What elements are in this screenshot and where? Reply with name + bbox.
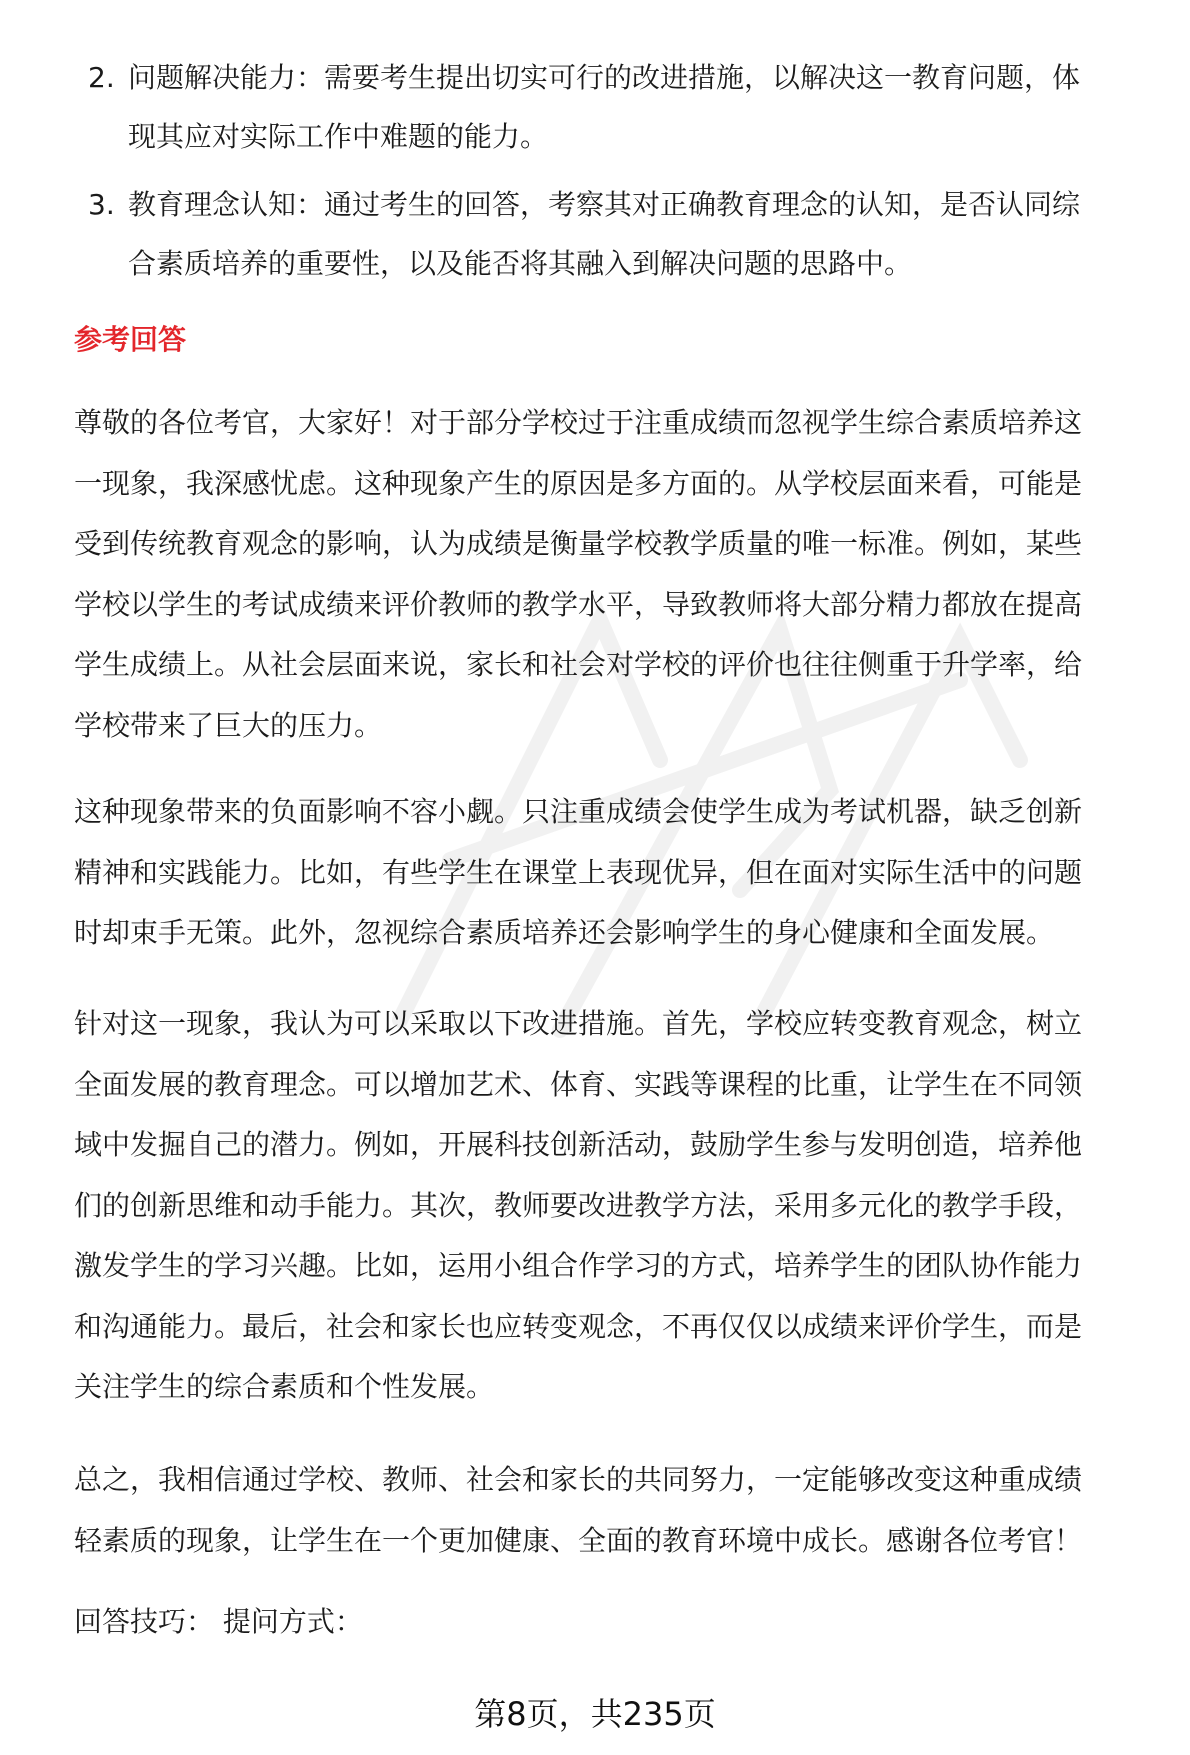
list-number: 3. (88, 188, 115, 221)
section-heading-reference-answer: 参考回答 (74, 323, 187, 356)
answer-paragraph-2: 这种现象带来的负面影响不容小觑。只注重成绩会使学生成为考试机器，缺乏创新 精神和实践能力。比如，有些学生在课堂上表现优异，但在面对实际生活中的问题 时却束手无策。此外，忽视综合素质培养还会影响学生的身心健康和全面发展。 (74, 795, 1083, 949)
list-item-2 (88, 48, 1158, 166)
answer-paragraph-3: 针对这一现象，我认为可以采取以下改进措施。首先，学校应转变教育观念，树立 全面发展的教育理念。可以增加艺术、体育、实践等课程的比重，让学生在不同领 域中发掘自己的潜力。例如，开展科技创新活动，鼓励学生参与发明创造，培养他 们的创新思维和动手能力。其次，教师要改进教学方法，采用多元化的教学手段， 激发学生的学习兴趣。比如，运用小组合作学习的方式，培养学生的团队协作能力 和沟通能力。最后，社会和家长也应转变观念，不再仅仅以成绩来评价学生，而是 关注学生的综合素质和个性发展。 (74, 1007, 1083, 1403)
list-number: 2. (88, 61, 115, 94)
answer-paragraph-1: 尊敬的各位考官，大家好！对于部分学校过于注重成绩而忽视学生综合素质培养这 一现象，我深感忧虑。这种现象产生的原因是多方面的。从学校层面来看，可能是 受到传统教育观念的影响，认为成绩是衡量学校教学质量的唯一标准。例如，某些 学校以学生的考试成绩来评价教师的教学水平，导致教师将大部分精力都放在提高 学生成绩上。从社会层面来说，家长和社会对学校的评价也往往侧重于升学率，给 学校带来了巨大的压力。 (74, 406, 1083, 742)
list-item-text: 问题解决能力：需要考生提出切实可行的改进措施，以解决这一教育问题，体 现其应对实际工作中难题的能力。 (128, 61, 1081, 153)
list-item-text: 教育理念认知：通过考生的回答，考察其对正确教育理念的认知，是否认同综 合素质培养的重要性，以及能否将其融入到解决问题的思路中。 (128, 188, 1081, 280)
page-number-footer: 第8页，共235页 (474, 1695, 716, 1733)
answer-tips-label: 回答技巧： 提问方式： (74, 1605, 363, 1638)
list-item-3 (88, 175, 1158, 293)
answer-paragraph-4: 总之，我相信通过学校、教师、社会和家长的共同努力，一定能够改变这种重成绩 轻素质的现象，让学生在一个更加健康、全面的教育环境中成长。感谢各位考官！ (74, 1463, 1083, 1557)
